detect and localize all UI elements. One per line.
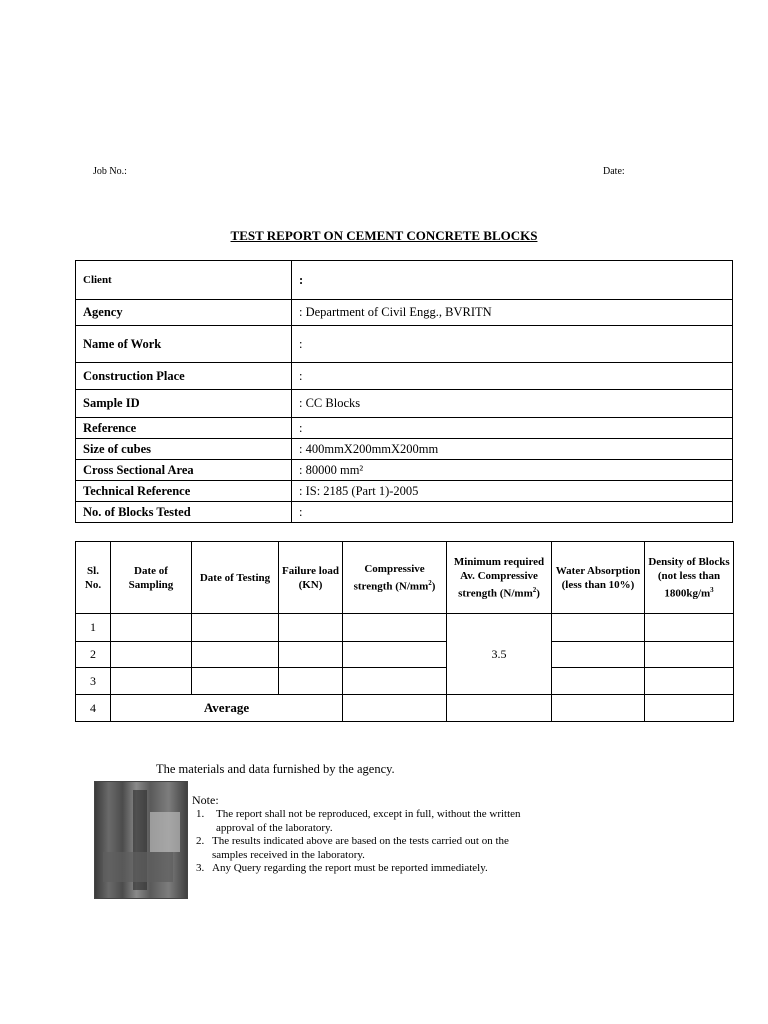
info-row-cross-section [76,460,733,481]
photo-base [103,852,173,882]
job-no-label: Job No.: [93,166,127,177]
table-row [76,614,734,642]
superscript: 3 [710,585,714,594]
report-title-text: TEST REPORT ON CEMENT CONCRETE BLOCKS [230,228,538,243]
cell-failure-load [279,668,343,695]
info-value: : 400mmX200mmX200mm [292,439,733,460]
note-text: The report shall not be reproduced, except in full, without the written [216,808,521,820]
note-number: 3. [196,862,205,874]
header-density [645,542,734,614]
cell-compressive-strength [343,668,447,695]
cell-date-testing [192,614,279,642]
info-row-blocks-tested [76,502,733,523]
header-density-text: Density of Blocks (not less than 1800kg/m [648,555,730,600]
info-row-agency [76,300,733,326]
info-label: Agency [76,300,292,326]
report-title [0,228,768,244]
cell-water-absorption [552,614,645,642]
header-sl-no: Sl. No. [76,542,111,614]
info-label: Cross Sectional Area [76,460,292,481]
note-text: The results indicated above are based on the tests carried out on the [212,835,509,847]
list-item [196,862,616,876]
superscript: 2 [532,585,537,594]
note-label: Note: [192,793,219,807]
header-water-absorption: Water Absorption (less than 10%) [552,542,645,614]
cell-water-absorption [552,642,645,668]
info-value: : [292,418,733,439]
cell-density [645,695,734,722]
header-compressive-strength: Compressive strength $(N/mm^2)$ [343,542,447,614]
average-row [76,695,734,722]
info-row-name-of-work [76,326,733,363]
cell-failure-load [279,642,343,668]
cell-date-sampling [111,642,192,668]
info-value: : [292,261,733,300]
cell-density [645,642,734,668]
cell-sl-no: 3 [76,668,111,695]
info-value: : 80000 mm² [292,460,733,481]
note-number: 2. [196,835,205,847]
notes-list [196,808,616,876]
sample-photo [94,781,188,899]
info-label: Construction Place [76,363,292,390]
note-text-cont: approval of the laboratory. [216,821,333,834]
info-row-construction-place [76,363,733,390]
cell-sl-no: 1 [76,614,111,642]
info-row-reference [76,418,733,439]
cell-compressive-strength [343,614,447,642]
info-label: Name of Work [76,326,292,363]
header-min-required: Minimum required Av. Compressive strength $(N/mm^2)$ [447,542,552,614]
note-text: Any Query regarding the report must be reported immediately. [212,862,488,874]
photo-highlight [150,812,180,852]
test-results-table [75,541,734,722]
info-value: : IS: 2185 (Part 1)-2005 [292,481,733,502]
info-row-size [76,439,733,460]
cell-date-testing [192,642,279,668]
info-value: : CC Blocks [292,390,733,418]
cell-density [645,614,734,642]
average-label: Average [111,695,343,722]
info-row-sample-id [76,390,733,418]
header-compressive-strength-text: Compressive strength (N/mm [353,562,429,593]
list-item [196,835,616,862]
cell-date-sampling [111,668,192,695]
info-label: No. of Blocks Tested [76,502,292,523]
info-value: : [292,502,733,523]
list-item [196,808,616,835]
header-min-required-text: Minimum required Av. Compressive strength (N/mm [453,555,545,600]
cell-water-absorption [552,695,645,722]
date-label: Date: [603,166,625,177]
info-label: Client [76,261,292,300]
cell-min-required [447,695,552,722]
cell-date-sampling [111,614,192,642]
sample-info-table [75,260,733,523]
superscript: 2 [428,578,432,587]
info-value: : [292,363,733,390]
cell-water-absorption [552,668,645,695]
info-row-client [76,261,733,300]
info-row-technical-reference [76,481,733,502]
table-row [76,668,734,695]
header-failure-load: Failure load (KN) [279,542,343,614]
cell-compressive-strength [343,642,447,668]
cell-failure-load [279,614,343,642]
info-label: Technical Reference [76,481,292,502]
header-date-sampling: Date of Sampling [111,542,192,614]
info-label: Size of cubes [76,439,292,460]
cell-date-testing [192,668,279,695]
note-number: 1. [196,808,205,820]
info-value: : [292,326,733,363]
cell-compressive-strength [343,695,447,722]
cell-sl-no: 2 [76,642,111,668]
info-label: Sample ID [76,390,292,418]
furnished-statement: The materials and data furnished by the agency. [156,762,395,776]
cell-sl-no: 4 [76,695,111,722]
cell-min-required: 3.5 [447,614,552,695]
cell-density [645,668,734,695]
test-header-row [76,542,734,614]
note-text-cont: samples received in the laboratory. [212,848,365,861]
info-value: : Department of Civil Engg., BVRITN [292,300,733,326]
info-label: Reference [76,418,292,439]
header-date-testing: Date of Testing [192,542,279,614]
table-row [76,642,734,668]
